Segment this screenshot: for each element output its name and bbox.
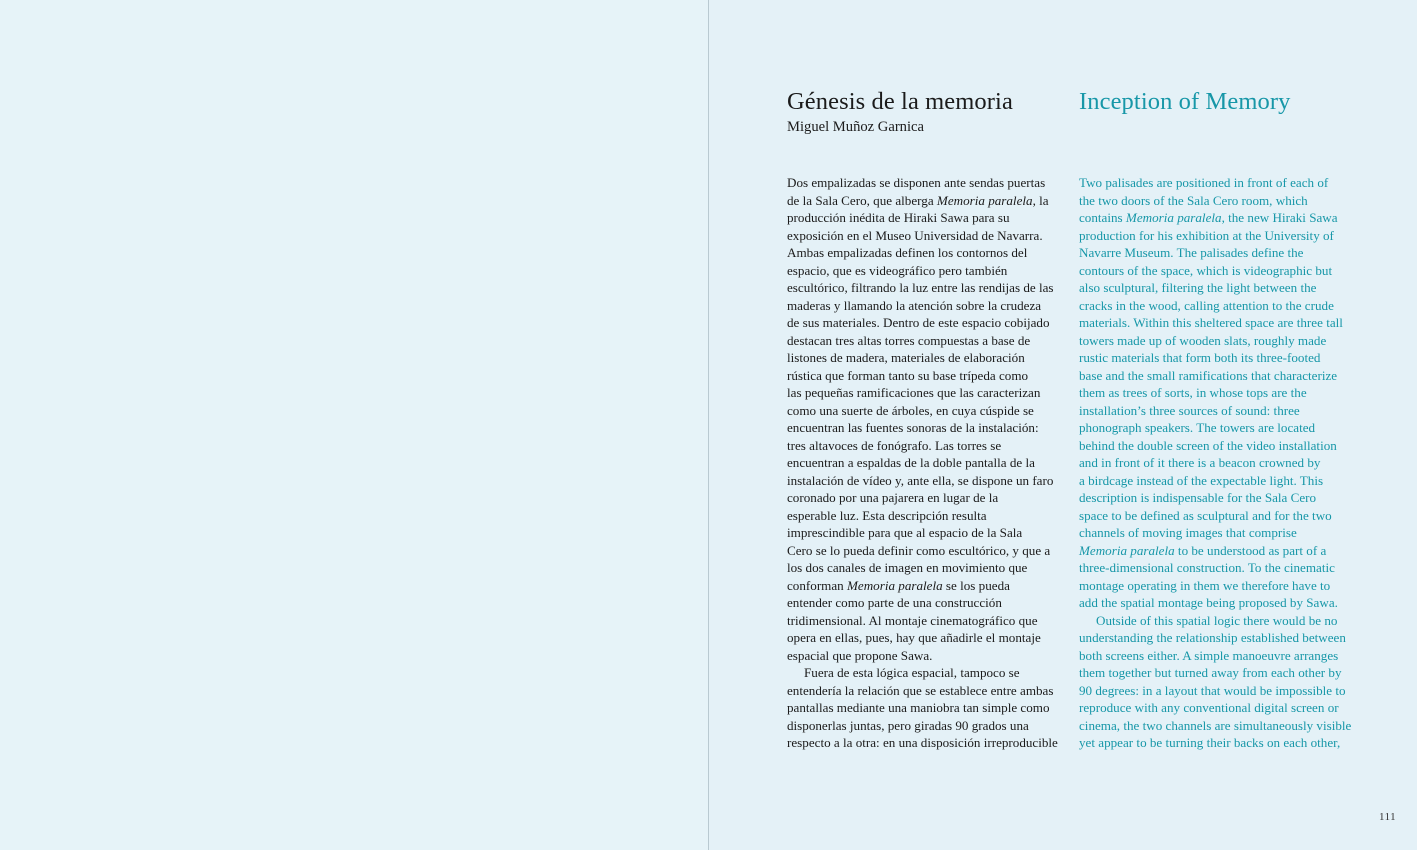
english-text-line: reproduce with any conventional digital screen or — [1079, 700, 1339, 715]
english-text-line: a birdcage instead of the expectable light. This — [1079, 472, 1324, 488]
english-text-line: both screens either. A simple manoeuvre arranges — [1079, 647, 1339, 663]
english-text-line: channels of moving images that comprise — [1079, 525, 1297, 540]
english-text-line: contours of the space, which is videographic but — [1079, 262, 1333, 278]
spanish-title: Génesis de la memoria — [787, 88, 1013, 115]
english-text-line: Two palisades are positioned in front of each of — [1079, 175, 1329, 190]
spanish-text-line: Ambas empalizadas definen los contornos del — [787, 245, 1028, 260]
english-text-line: materials. Within this sheltered space are three tall — [1079, 315, 1343, 330]
english-text-line: rustic materials that form both its three-footed — [1079, 350, 1321, 365]
spanish-text-line: encuentran a espaldas de la doble pantalla de la — [787, 455, 1035, 470]
spanish-text-line: Dos empalizadas se disponen ante sendas puertas — [787, 175, 1046, 190]
spanish-text-line: respecto a la otra: en una disposición irreproducible — [787, 735, 1058, 750]
english-text-line: Navarre Museum. The palisades define the — [1079, 245, 1304, 260]
spanish-text-line: espacio, que es videográfico pero también — [787, 262, 1008, 278]
spanish-text-line: de la Sala Cero, que alberga Memoria paralela, la — [787, 192, 1049, 208]
english-text-line: them as trees of sorts, in whose tops are the — [1079, 385, 1307, 400]
spanish-text-line: coronado por una pajarera en lugar de la — [787, 490, 999, 505]
english-text-line: cinema, the two channels are simultaneously visible — [1079, 717, 1352, 733]
english-text-line: and in front of it there is a beacon crowned by — [1079, 455, 1321, 470]
italic-title: Memoria paralela — [936, 192, 1033, 208]
english-text-line: the two doors of the Sala Cero room, which — [1079, 192, 1308, 208]
english-text-line: also sculptural, filtering the light between the — [1079, 280, 1317, 295]
english-text-line: them together but turned away from each other by — [1079, 665, 1342, 680]
spanish-text-line: entendería la relación que se establece entre ambas — [787, 682, 1054, 698]
english-text-line: add the spatial montage being proposed by Sawa. — [1079, 595, 1338, 610]
spanish-text-line: encuentran las fuentes sonoras de la instalación: — [787, 420, 1039, 435]
english-text-line: Memoria paralela to be understood as part of a — [1079, 542, 1327, 558]
spanish-text-line: conforman Memoria paralela se los pueda — [787, 577, 1010, 593]
english-text-line: phonograph speakers. The towers are located — [1079, 420, 1316, 435]
english-text-line: Outside of this spatial logic there would be no — [1096, 612, 1338, 628]
english-text-line: base and the small ramifications that characterize — [1079, 367, 1338, 383]
spanish-text-column — [787, 174, 1069, 752]
spanish-text-line: opera en ellas, pues, hay que añadirle el montaje — [787, 630, 1041, 645]
italic-title: Memoria paralela — [847, 577, 943, 593]
spanish-text-line: tres altavoces de fonógrafo. Las torres se — [787, 437, 1002, 453]
spanish-text-line: las pequeñas ramificaciones que las caracterizan — [787, 385, 1041, 400]
english-text-line: cracks in the wood, calling attention to the crude — [1079, 297, 1334, 313]
spanish-text-line: los dos canales de imagen en movimiento que — [787, 560, 1028, 575]
spanish-text-line: disponerlas juntas, pero giradas 90 grados una — [787, 717, 1029, 733]
english-text-line: understanding the relationship established between — [1079, 630, 1346, 645]
spanish-text-line: como una suerte de árboles, en cuya cúspide se — [787, 402, 1034, 418]
page-number: 111 — [1379, 811, 1397, 823]
spanish-text-line: exposición en el Museo Universidad de Navarra. — [787, 227, 1043, 243]
spanish-text-line: maderas y llamando la atención sobre la crudeza — [787, 297, 1042, 313]
spanish-text-line: entender como parte de una construcción — [787, 595, 1002, 610]
spanish-text-line: listones de madera, materiales de elaboración — [787, 350, 1025, 365]
english-text-line: production for his exhibition at the University of — [1079, 227, 1334, 243]
spanish-text-line: imprescindible para que al espacio de la Sala — [787, 525, 1023, 540]
english-text-line: contains Memoria paralela, the new Hiraki Sawa — [1079, 210, 1338, 225]
spanish-text-line: tridimensional. Al montaje cinematográfico que — [787, 612, 1038, 628]
english-text-line: three-dimensional construction. To the cinematic — [1079, 560, 1335, 575]
spanish-text-line: de sus materiales. Dentro de este espacio cobijado — [787, 315, 1050, 330]
spanish-text-line: escultórico, filtrando la luz entre las rendijas de las — [787, 280, 1054, 295]
italic-title: Memoria paralela — [1079, 542, 1175, 558]
author-name: Miguel Muñoz Garnica — [787, 119, 924, 135]
spanish-text-line: espacial que propone Sawa. — [787, 647, 933, 663]
spanish-text-line: rústica que forman tanto su base trípeda como — [787, 367, 1029, 383]
spanish-text-line: esperable luz. Esta descripción resulta — [787, 507, 987, 523]
spanish-text-line: instalación de vídeo y, ante ella, se dispone un faro — [787, 472, 1054, 488]
english-text-line: 90 degrees: in a layout that would be impossible to — [1079, 682, 1346, 698]
english-text-line: description is indispensable for the Sala Cero — [1079, 490, 1317, 505]
spanish-text-line: destacan tres altas torres compuestas a base de — [787, 332, 1031, 348]
english-title: Inception of Memory — [1079, 88, 1291, 115]
english-text-line: installation’s three sources of sound: three — [1079, 402, 1300, 418]
english-text-line: towers made up of wooden slats, roughly made — [1079, 332, 1327, 348]
english-text-line: yet appear to be turning their backs on each other, — [1079, 735, 1341, 750]
english-text-line: space to be defined as sculptural and for the two — [1079, 507, 1332, 523]
spanish-text-line: Fuera de esta lógica espacial, tampoco se — [804, 665, 1020, 680]
italic-title: Memoria paralela — [1125, 210, 1222, 225]
spanish-text-line: producción inédita de Hiraki Sawa para su — [787, 210, 1010, 225]
english-text-line: behind the double screen of the video installation — [1079, 437, 1337, 453]
english-text-line: montage operating in them we therefore have to — [1079, 577, 1331, 593]
spanish-text-line: Cero se lo pueda definir como escultórico, y que a — [787, 542, 1051, 558]
left-page — [0, 0, 708, 850]
spanish-text-line: pantallas mediante una maniobra tan simple como — [787, 700, 1050, 715]
english-text-column — [1079, 174, 1361, 752]
